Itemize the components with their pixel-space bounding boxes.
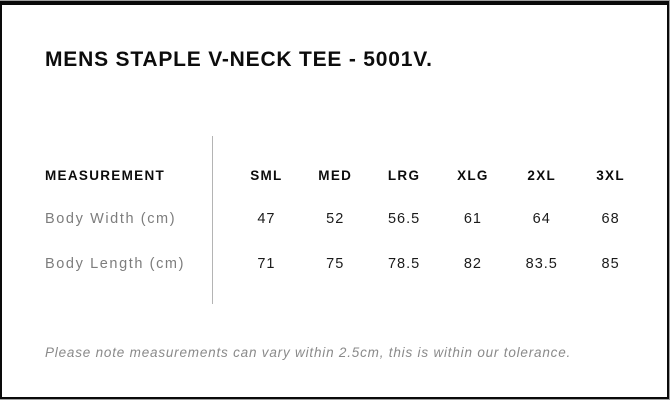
body-width-lrg: 56.5 <box>387 210 421 227</box>
body-length-sml: 71 <box>257 255 276 272</box>
size-header-2xl: 2XL <box>527 167 557 183</box>
body-length-med: 75 <box>326 255 345 272</box>
body-length-lrg: 78.5 <box>387 255 421 272</box>
body-width-sml: 47 <box>257 210 276 227</box>
body-width-med: 52 <box>326 210 345 227</box>
size-header-med: MED <box>318 167 353 183</box>
body-width-xlg: 61 <box>463 210 482 227</box>
size-header-3xl: 3XL <box>596 167 625 183</box>
body-width-3xl: 68 <box>601 210 620 227</box>
size-chart-table <box>45 136 645 304</box>
tolerance-note: Please note measurements can vary within 2.5cm, this is within our tolerance. <box>45 345 572 360</box>
body-width-2xl: 64 <box>532 210 551 227</box>
size-chart-card <box>0 1 669 399</box>
measurement-column <box>45 154 212 286</box>
vertical-divider <box>212 136 213 304</box>
body-length-2xl: 83.5 <box>525 255 558 272</box>
size-header-sml: SML <box>250 167 283 183</box>
size-column-sml <box>232 154 301 286</box>
page-title: MENS STAPLE V-NECK TEE - 5001V. <box>45 48 433 71</box>
body-length-xlg: 82 <box>463 255 482 272</box>
row-label-body-length: Body Length (cm) <box>45 255 186 272</box>
size-header-lrg: LRG <box>387 167 421 183</box>
size-column-2xl <box>507 154 576 286</box>
size-column-xlg <box>439 154 508 286</box>
body-length-3xl: 85 <box>601 255 620 272</box>
size-header-xlg: XLG <box>457 167 489 183</box>
size-column-med <box>301 154 370 286</box>
measurement-column-header: MEASUREMENT <box>45 167 166 183</box>
sizes-grid <box>232 154 645 286</box>
size-column-3xl <box>576 154 645 286</box>
size-column-lrg <box>370 154 439 286</box>
row-label-body-width: Body Width (cm) <box>45 210 177 227</box>
